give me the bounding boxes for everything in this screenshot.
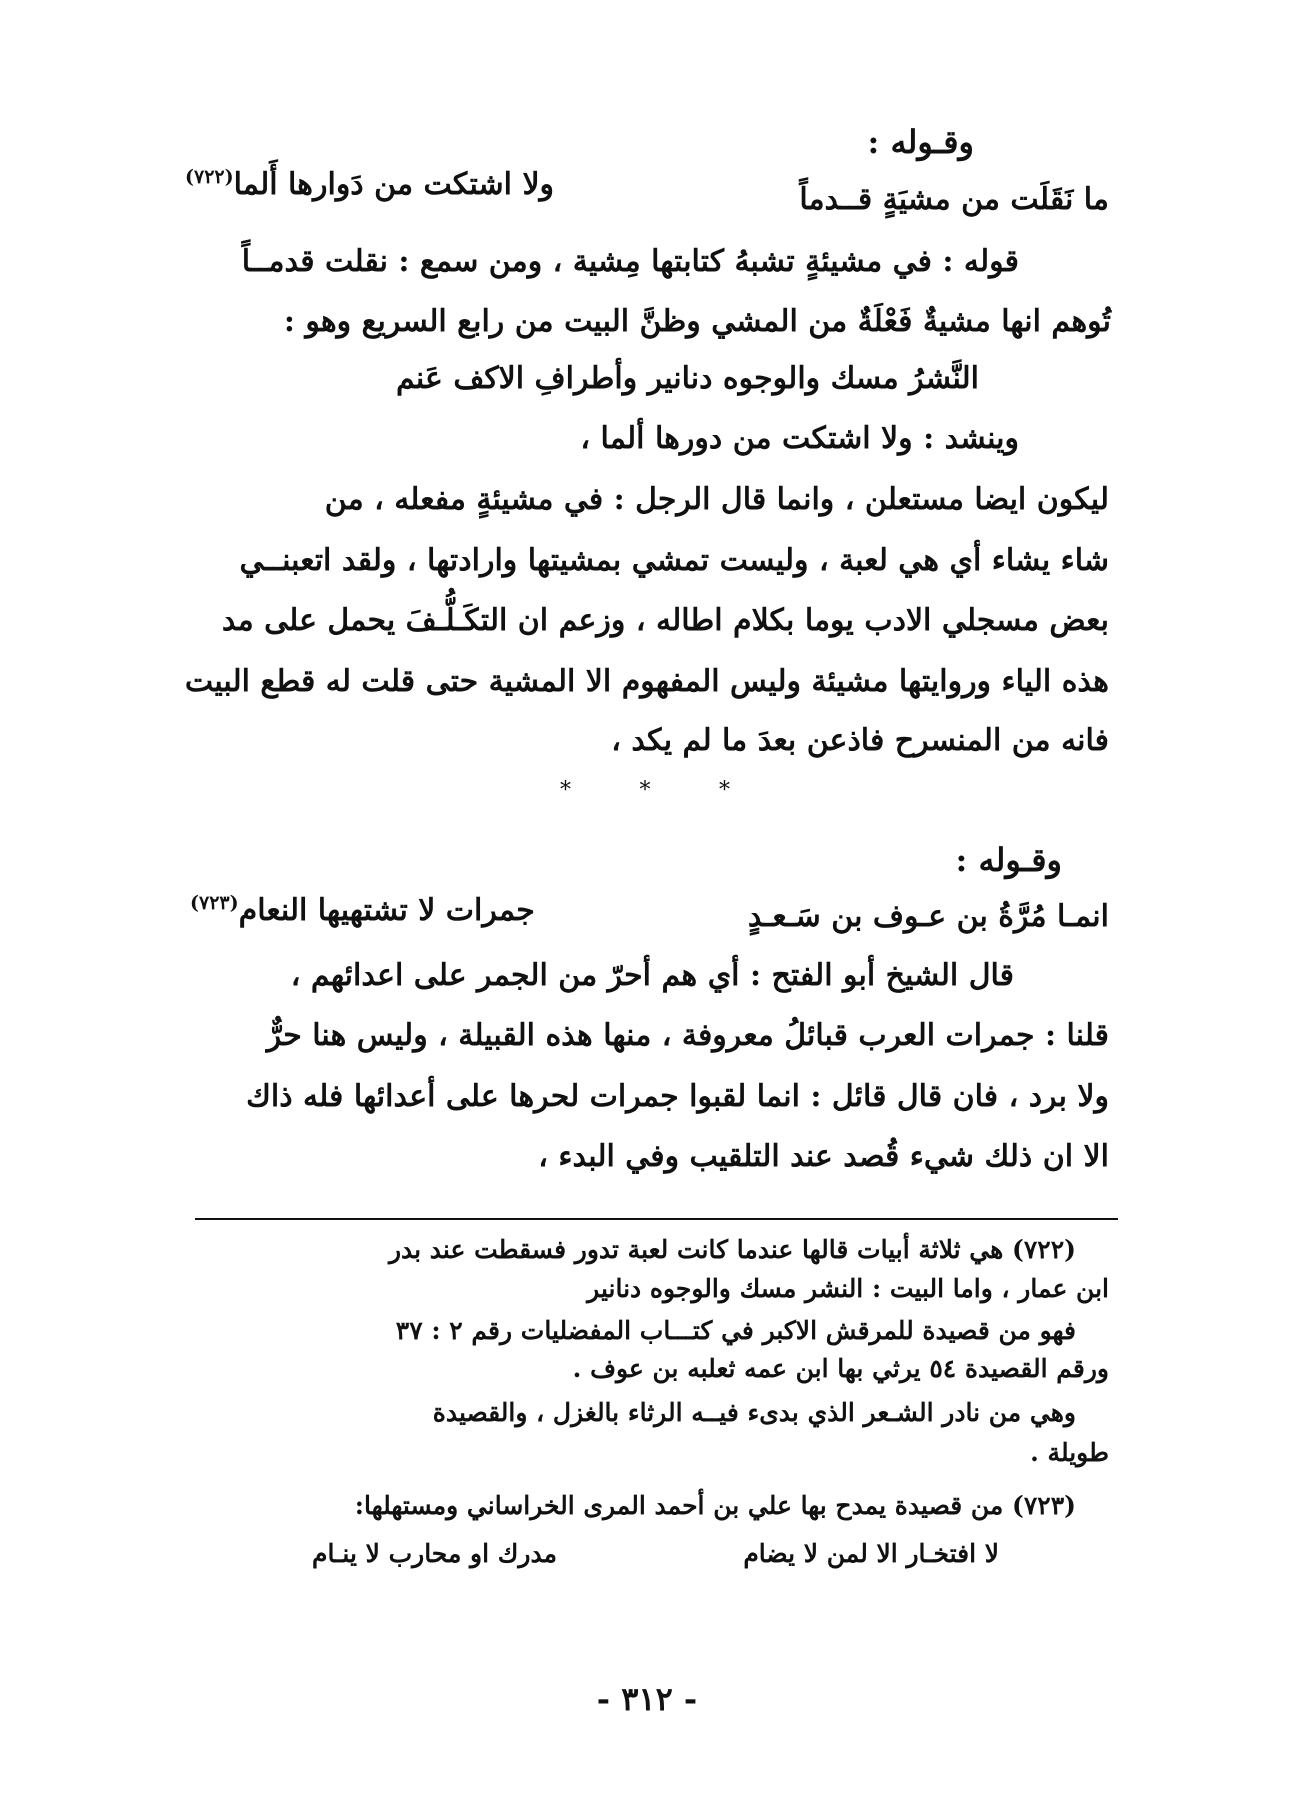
verse-right-hemistich: انمـا مُرَّةُ بن عـوف بن سَـعـدٍ — [747, 899, 1109, 934]
text-line: شاء يشاء أي هي لعبة ، وليست تمشي بمشيتها وارادتها ، ولقد اتعبنــي — [239, 543, 1109, 578]
footnote-line: فهو من قصيدة للمرقش الاكبر في كتـــاب المفضليات رقم ٢ : ٣٧ — [395, 1316, 1076, 1345]
footnote-line: ورقم القصيدة ٥٤ يرثي بها ابن عمه ثعلبه بن عوف . — [572, 1354, 1109, 1383]
star: * — [639, 778, 651, 803]
footnote-line: طويلة . — [1030, 1438, 1109, 1467]
footnote-line: ابن عمار ، واما البيت : النشر مسك والوجوه دنانير — [587, 1274, 1109, 1303]
footnote-line: وهي من نادر الشـعر الذي بدىء فيــه الرثاء بالغزل ، والقصيدة — [432, 1398, 1076, 1427]
text-line: ليكون ايضا مستعلن ، وانما قال الرجل : في مشيئةٍ مفعله ، من — [324, 482, 1109, 517]
verse-left-hemistich — [190, 892, 535, 928]
page-number: - ٣١٢ - — [596, 1680, 698, 1718]
text-line: وينشد : ولا اشتكت من دورها ألما ، — [580, 421, 1019, 456]
quoted-verse-line: النَّشرُ مسك والوجوه دنانير وأطرافِ الاكف عَنم — [395, 361, 979, 396]
footnote-verse-right: لا افتخـار الا لمن لا يضام — [743, 1539, 999, 1568]
star: * — [560, 778, 571, 803]
text-line: تُوهم انها مشيةٌ فَعْلَةٌ من المشي وظنَّ البيت من رابع السريع وهو : — [283, 304, 1111, 339]
footnote-line: (٧٢٢) هي ثلاثة أبيات قالها عندما كانت لعبة تدور فسقطت عند بدر — [388, 1235, 1076, 1264]
text-line: ولا برد ، فان قال قائل : انما لقبوا جمرات لحرها على أعدائها فله ذاك — [246, 1079, 1109, 1114]
text-line: بعض مسجلي الادب يوما بكلام اطاله ، وزعم ان التكَـلُّـفَ يحمل على مد — [221, 603, 1109, 638]
verse-left-text: جمرات لا تشتهيها النعام — [238, 893, 535, 928]
verse-left-hemistich — [185, 166, 555, 202]
separator-stars — [560, 778, 730, 803]
text-line: قلنا : جمرات العرب قبائلُ معروفة ، منها هذه القبيلة ، وليس هنا حرٌّ — [266, 1018, 1109, 1053]
section-heading: وقـوله : — [955, 841, 1062, 879]
section-heading: وقـوله : — [867, 123, 974, 161]
footnote-line: (٧٢٣) من قصيدة يمدح بها علي بن أحمد المرى الخراساني ومستهلها: — [354, 1491, 1076, 1520]
footnote-reference: (٧٢٢) — [185, 166, 234, 188]
verse-left-text: ولا اشتكت من دَوارها أَلما — [233, 167, 555, 202]
text-line: قوله : في مشيئةٍ تشبهُ كتابتها مِشية ، ومن سمع : نقلت قدمــاً — [241, 244, 1019, 279]
footnote-reference: (٧٢٣) — [190, 892, 239, 914]
text-line: قال الشيخ أبو الفتح : أي هم أحرّ من الجمر على اعدائهم ، — [290, 958, 1014, 993]
text-line: فانه من المنسرح فاذعن بعدَ ما لم يكد ، — [611, 723, 1109, 758]
text-line: هذه الياء وروايتها مشيئة وليس المفهوم الا المشية حتى قلت له قطع البيت — [184, 664, 1109, 699]
footnote-verse-left: مدرك او محارب لا ينـام — [312, 1539, 557, 1568]
footnote-divider — [195, 1218, 1118, 1220]
star: * — [719, 778, 730, 803]
verse-right-hemistich: ما نَقَلَت من مشيَةٍ قــدماً — [799, 182, 1109, 217]
text-line: الا ان ذلك شيء قُصد عند التلقيب وفي البدء ، — [538, 1139, 1109, 1174]
